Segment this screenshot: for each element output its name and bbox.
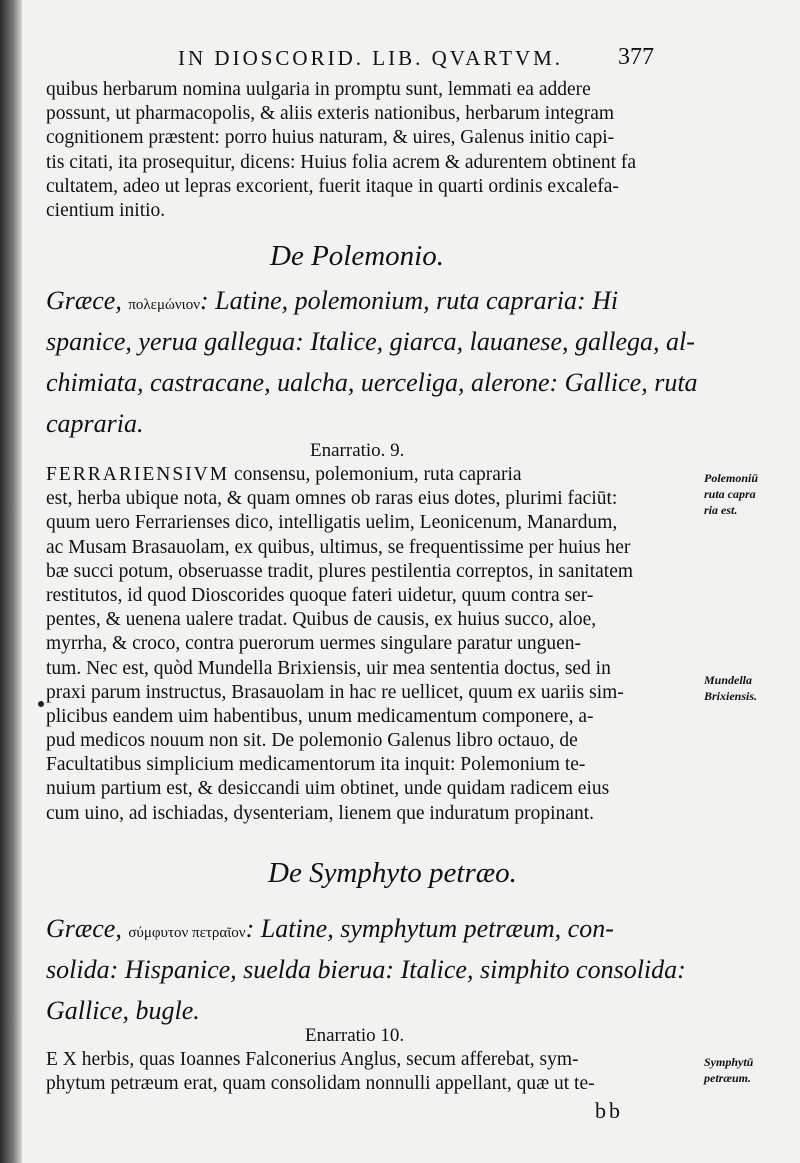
- section-heading-symphyto: De Symphyto petræo.: [268, 857, 517, 889]
- names-line: Gallice, bugle.: [46, 996, 200, 1025]
- text-line: ac Musam Brasauolam, ex quibus, ultimus, se frequentissime per huius her: [46, 536, 631, 558]
- text-line: phytum petræum erat, quam consolidam nonnulli appellant, quæ ut te-: [46, 1073, 595, 1095]
- text-line: myrrha, & croco, contra puerorum uermes singulare paratur unguen-: [46, 633, 581, 655]
- names-block-polemonio: [46, 280, 706, 444]
- text-line: Facultatibus simplicium medicamentorum ita inquit: Polemonium te-: [46, 754, 586, 776]
- section-heading-polemonio: De Polemonio.: [270, 240, 444, 272]
- enarratio-heading: Enarratio. 9.: [310, 440, 405, 461]
- first-word: FERRARIENSIVM: [46, 464, 230, 485]
- text-line: quibus herbarum nomina uulgaria in promptu sunt, lemmati ea addere: [46, 79, 591, 100]
- text-line: tum. Nec est, quòd Mundella Brixiensis, uir mea sententia doctus, sed in: [46, 657, 611, 679]
- text-line: possunt, ut pharmacopolis, & aliis exteris nationibus, herbarum integram: [46, 103, 615, 125]
- page-binding-shadow: [0, 0, 22, 1163]
- text-line: quum uero Ferrarienses dico, intelligatis uelim, Leonicenum, Manardum,: [46, 512, 618, 534]
- commentary-polemonio: [46, 463, 696, 826]
- names-block-symphyto: [46, 908, 706, 1031]
- text-line: pud medicos nouum non sit. De polemonio Galenus libro octauo, de: [46, 730, 578, 752]
- intro-paragraph: [46, 78, 696, 223]
- text-line: E X herbis, quas Ioannes Falconerius Anglus, secum afferebat, sym-: [46, 1049, 579, 1070]
- running-head: IN DIOSCORID. LIB. QVARTVM.: [178, 46, 564, 70]
- text-line: restitutos, id quod Dioscorides quoque fateri uidetur, quum contra ser-: [46, 584, 594, 606]
- enarratio-heading: Enarratio 10.: [305, 1025, 405, 1046]
- margin-note-symphytum: Symphytū petræum.: [704, 1055, 754, 1085]
- names-line: solida: Hispanice, suelda bierua: Italice, simphito consolida:: [46, 955, 686, 984]
- greek-name: σύμφυτον πετραῖον: [128, 925, 246, 941]
- signature-mark: bb: [595, 1098, 623, 1123]
- names-line: Græce, πολεμώνιον: Latine, polemonium, ruta capraria: Hi: [46, 286, 619, 315]
- text-line: cum uino, ad ischiadas, dysenteriam, lienem que induratum propinant.: [46, 802, 595, 824]
- ink-speck: [38, 701, 44, 707]
- names-line: Græce, σύμφυτον πετραῖον: Latine, symphytum petræum, con-: [46, 914, 614, 943]
- text-line: nuium partium est, & desiccandi uim obtinet, unde quidam radicem eius: [46, 778, 610, 800]
- margin-note-polemonium: Polemoniū ruta capra ria est.: [704, 471, 759, 517]
- text-line: cognitionem præstent: porro huius naturam, & uires, Galenus initio capi-: [46, 127, 615, 149]
- text-line: praxi parum instructus, Brasauolam in hac re uellicet, quum ex uariis sim-: [46, 681, 624, 703]
- text-line: cultatem, adeo ut lepras excorient, fuerit itaque in quarti ordinis excalefa-: [46, 175, 619, 197]
- names-line: spanice, yerua gallegua: Italice, giarca, lauanese, gallega, al-: [46, 327, 695, 356]
- names-line: chimiata, castracane, ualcha, uerceliga, alerone: Gallice, ruta: [46, 368, 698, 397]
- page-number: 377: [618, 44, 654, 70]
- text-line: est, herba ubique nota, & quam omnes ob raras eius dotes, plurimi faciūt:: [46, 488, 618, 510]
- text-line: plicibus eandem uim habentibus, unum medicamentum componere, a-: [46, 705, 594, 727]
- names-line: capraria.: [46, 409, 144, 438]
- text-line: cientium initio.: [46, 199, 166, 221]
- text-line: bæ succi potum, obseruasse tradit, plures pestilentia correptos, in sanitatem: [46, 560, 634, 582]
- margin-note-mundella: Mundella Brixiensis.: [704, 673, 758, 703]
- text-line: FERRARIENSIVM consensu, polemonium, ruta capraria: [46, 464, 522, 485]
- text-line: pentes, & uenena ualere tradat. Quibus de causis, ex huius succo, aloe,: [46, 609, 597, 631]
- commentary-symphyto: [46, 1048, 696, 1096]
- greek-name: πολεμώνιον: [128, 297, 200, 313]
- text-line: tis citati, ita prosequitur, dicens: Huius folia acrem & adurentem obtinent fa: [46, 151, 637, 173]
